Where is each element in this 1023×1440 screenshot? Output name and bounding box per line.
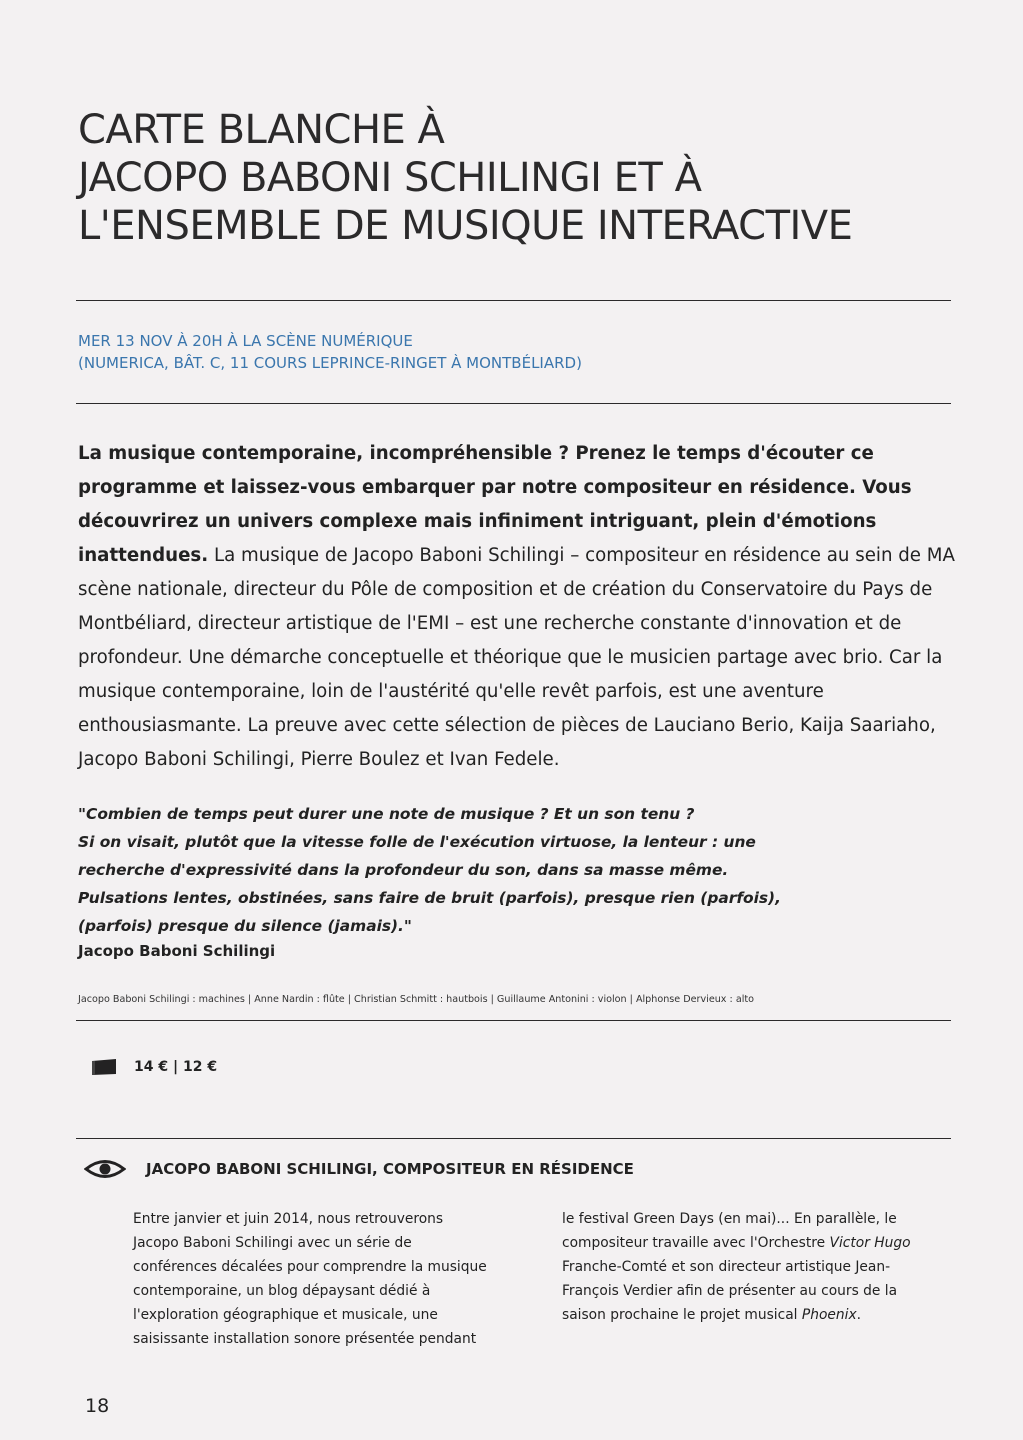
divider xyxy=(76,403,951,404)
text-line xyxy=(562,1303,954,1327)
price-row xyxy=(90,1055,217,1079)
text-line: contemporaine, un blog dépaysant dédié à xyxy=(133,1283,431,1299)
title-line: CARTE BLANCHE À xyxy=(78,107,445,153)
residence-heading xyxy=(84,1156,634,1182)
intro-paragraph xyxy=(78,437,958,777)
intro-text: La musique de Jacopo Baboni Schilingi – compositeur en résidence au sein de MA scène nationale, directeur du Pôle de composition et de création du Conservatoire du Pays de Montbéliard, directeur artistique de l'EMI – est une recherche constante d'innovation et de profondeur. Une démarche conceptuelle et théorique que le musicien partage avec brio. Car la musique contemporaine, loin de l'austérité qu'elle revêt parfois, est une aventure enthousiasmante. La preuve avec cette sélection de pièces de Lauciano Berio, Kaija Saariaho, Jacopo Baboni Schilingi, Pierre Boulez et Ivan Fedele. xyxy=(78,545,955,770)
page-number: 18 xyxy=(85,1395,110,1417)
text-line: Franche-Comté et son directeur artistique Jean- xyxy=(562,1259,891,1275)
text-line: conférences décalées pour comprendre la musique xyxy=(133,1259,487,1275)
residence-column-left xyxy=(133,1207,525,1351)
orchestra-name: Victor Hugo xyxy=(829,1235,911,1251)
divider xyxy=(76,1020,951,1021)
page-title xyxy=(78,106,958,250)
divider xyxy=(76,1138,951,1139)
composer-quote xyxy=(78,800,958,940)
quote-line: (parfois) presque du silence (jamais)." xyxy=(78,917,412,935)
text-line: le festival Green Days (en mai)... En parallèle, le xyxy=(562,1211,897,1227)
quote-line: Pulsations lentes, obstinées, sans faire de bruit (parfois), presque rien (parfois), xyxy=(78,889,781,907)
event-date: MER 13 NOV À 20H À LA SCÈNE NUMÉRIQUE xyxy=(78,332,413,350)
text-segment: saison prochaine le projet musical xyxy=(562,1307,802,1323)
text-line: l'exploration géographique et musicale, une xyxy=(133,1307,438,1323)
residence-column-right xyxy=(562,1207,954,1327)
ticket-price: 14 € | 12 € xyxy=(134,1059,218,1075)
event-venue: (NUMERICA, BÂT. C, 11 COURS LEPRINCE-RINGET À MONTBÉLIARD) xyxy=(78,354,582,372)
text-line: François Verdier afin de présenter au cours de la xyxy=(562,1283,898,1299)
divider xyxy=(76,300,951,301)
residence-title: JACOPO BABONI SCHILINGI, COMPOSITEUR EN RÉSIDENCE xyxy=(146,1160,634,1178)
eye-icon xyxy=(84,1158,126,1180)
quote-author: Jacopo Baboni Schilingi xyxy=(78,942,276,960)
text-line: Jacopo Baboni Schilingi avec un série de xyxy=(133,1235,412,1251)
title-line: JACOPO BABONI SCHILINGI ET À xyxy=(78,155,702,201)
title-line: L'ENSEMBLE DE MUSIQUE INTERACTIVE xyxy=(78,203,853,249)
text-segment: . xyxy=(856,1307,862,1323)
text-line: saisissante installation sonore présentée pendant xyxy=(133,1331,477,1347)
quote-line: recherche d'expressivité dans la profondeur du son, dans sa masse même. xyxy=(78,861,729,879)
event-info xyxy=(78,330,958,374)
quote-line: Si on visait, plutôt que la vitesse folle de l'exécution virtuose, la lenteur : une xyxy=(78,833,756,851)
text-line xyxy=(562,1231,954,1255)
text-line: Entre janvier et juin 2014, nous retrouverons xyxy=(133,1211,444,1227)
ticket-icon xyxy=(90,1057,118,1077)
project-name: Phoenix xyxy=(801,1307,857,1323)
performer-credits: Jacopo Baboni Schilingi : machines | Anne Nardin : flûte | Christian Schmitt : hautbois | Guillaume Antonini : violon | Alphonse Dervieux : alto xyxy=(78,994,754,1005)
text-segment: compositeur travaille avec l'Orchestre xyxy=(562,1235,830,1251)
quote-line: "Combien de temps peut durer une note de musique ? Et un son tenu ? xyxy=(78,805,695,823)
intro-lead: La musique contemporaine, incompréhensible ? Prenez le temps d'écouter ce programme et laissez-vous embarquer par notre compositeur en résidence. Vous découvrirez un univers complexe mais infiniment intriguant, plein d'émotions inattendues. xyxy=(78,443,912,566)
